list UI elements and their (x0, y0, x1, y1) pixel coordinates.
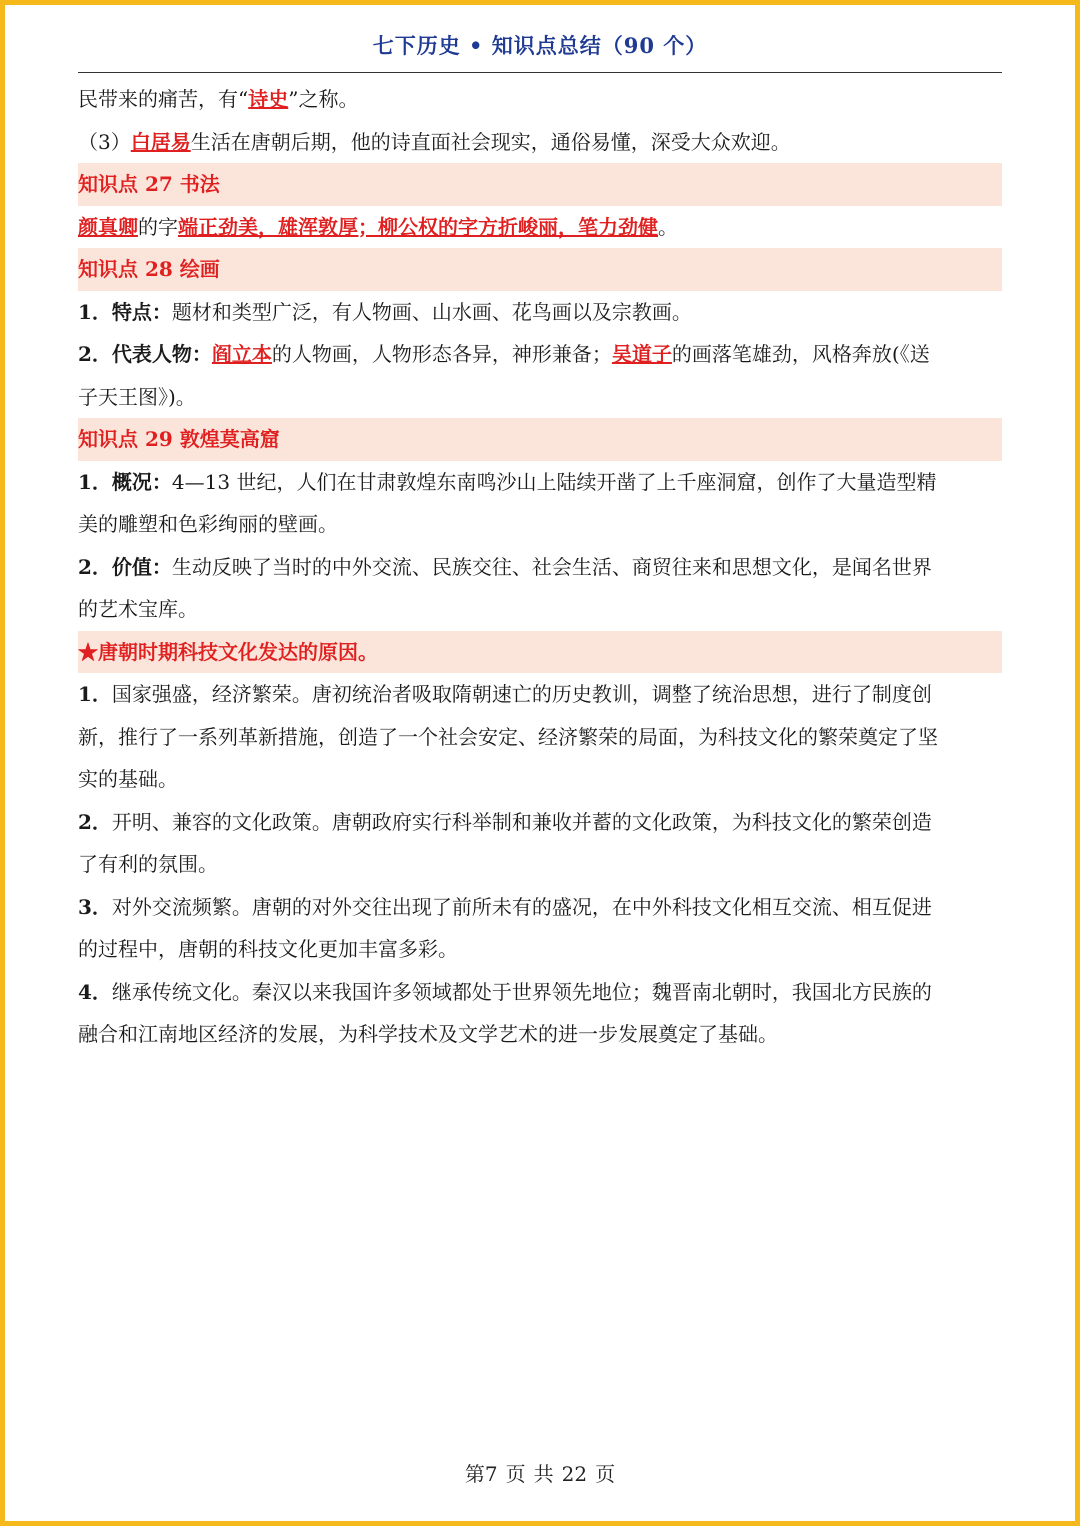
reason-text: 对外交流频繁。唐朝的对外交往出现了前所未有的盛况，在中外科技文化相互交流、相互促进 (111, 894, 932, 919)
reason-text: 继承传统文化。秦汉以来我国许多领域都处于世界领先地位；魏晋南北朝时，我国北方民族的 (111, 979, 932, 1004)
kp28-point-2-cont: 子天王图》)。 (78, 384, 196, 409)
intro-text: 生活在唐朝后期，他的诗直面社会现实，通俗易懂，深受大众欢迎。 (190, 129, 791, 154)
kp27-description: 端正劲美，雄浑敦厚；柳公权的字方折峻丽，笔力劲健 (178, 214, 658, 239)
reason-number: 2． (78, 809, 112, 834)
point-label: 2．代表人物： (78, 342, 212, 366)
reason-4-cont: 融合和江南地区经济的发展，为科学技术及文学艺术的进一步发展奠定了基础。 (78, 1022, 778, 1046)
page-total: 22 (561, 1462, 588, 1486)
kp29-point-1-cont: 美的雕塑和色彩绚丽的壁画。 (78, 512, 338, 536)
point-label: 1．特点： (78, 299, 172, 324)
reason-2-cont: 了有利的氛围。 (78, 852, 218, 876)
term-shishi: 诗史 (248, 87, 289, 111)
reason-text: 开明、兼容的文化政策。唐朝政府实行科举制和兼收并蓄的文化政策，为科技文化的繁荣创造 (111, 809, 932, 834)
section-heading-kp27: 知识点 27 书法 (78, 163, 1002, 206)
point-text: 生动反映了当时的中外交流、民族交往、社会生活、商贸往来和思想文化，是闻名世界 (171, 554, 932, 579)
term-wu-daozi: 吴道子 (611, 342, 672, 366)
reason-2 (78, 801, 1002, 844)
reason-number: 1． (78, 682, 112, 706)
reason-3 (78, 886, 1002, 929)
reason-1 (78, 673, 1002, 716)
document-body (78, 78, 1002, 1056)
reason-text: 国家强盛，经济繁荣。唐初统治者吸取隋朝速亡的历史教训，调整了统治思想，进行了制度创 (111, 682, 932, 706)
intro-text: 民带来的痛苦，有“ (78, 87, 249, 111)
kp29-point-1 (78, 461, 1002, 504)
page-word: 页 (595, 1462, 616, 1486)
intro-line-1 (78, 78, 1002, 121)
point-text: 的画落笔雄劲，风格奔放(《送 (671, 342, 930, 366)
kp29-point-2-cont: 的艺术宝库。 (78, 597, 198, 621)
reason-1-cont: 实的基础。 (78, 767, 178, 791)
reason-1-cont: 新，推行了一系列革新措施，创造了一个社会安定、经济繁荣的局面，为科技文化的繁荣奠定了坚 (78, 724, 938, 749)
kp27-end: 。 (658, 214, 678, 239)
point-label: 2．价值： (78, 554, 172, 579)
page-number (0, 1458, 1080, 1487)
section-heading-kp28: 知识点 28 绘画 (78, 248, 1002, 291)
kp29-point-2 (78, 546, 1002, 589)
term-yan-zhenqing: 颜真卿 (78, 214, 138, 239)
item-number: （3） (78, 129, 131, 154)
point-text: 题材和类型广泛，有人物画、山水画、花鸟画以及宗教画。 (171, 299, 692, 324)
term-yan-liben: 阎立本 (211, 342, 272, 366)
reason-4 (78, 971, 1002, 1014)
kp27-line (78, 206, 1002, 249)
page-current: 第7 (464, 1462, 498, 1486)
kp28-point-1 (78, 291, 1002, 334)
kp28-point-2 (78, 333, 1002, 376)
page-title: 七下历史 • 知识点总结（90 个） (372, 33, 708, 58)
intro-text: ”之称。 (288, 87, 359, 111)
page-word: 页 (505, 1462, 526, 1486)
section-heading-kp29: 知识点 29 敦煌莫高窟 (78, 418, 1002, 461)
intro-line-2 (78, 121, 1002, 164)
point-text: 的人物画，人物形态各异，神形兼备； (271, 342, 612, 366)
header-divider (78, 72, 1002, 73)
point-label: 1．概况： (78, 469, 172, 494)
reason-number: 4． (78, 979, 112, 1004)
point-text: 4—13 世纪，人们在甘肃敦煌东南鸣沙山上陆续开凿了上千座洞窟，创作了大量造型精 (171, 469, 937, 494)
reason-number: 3． (78, 894, 112, 919)
section-heading-reasons: ★唐朝时期科技文化发达的原因。 (78, 631, 1002, 674)
term-bai-juyi: 白居易 (130, 129, 191, 154)
reason-3-cont: 的过程中，唐朝的科技文化更加丰富多彩。 (78, 937, 458, 961)
kp27-text: 的字 (138, 214, 178, 239)
total-word: 共 (533, 1462, 554, 1486)
